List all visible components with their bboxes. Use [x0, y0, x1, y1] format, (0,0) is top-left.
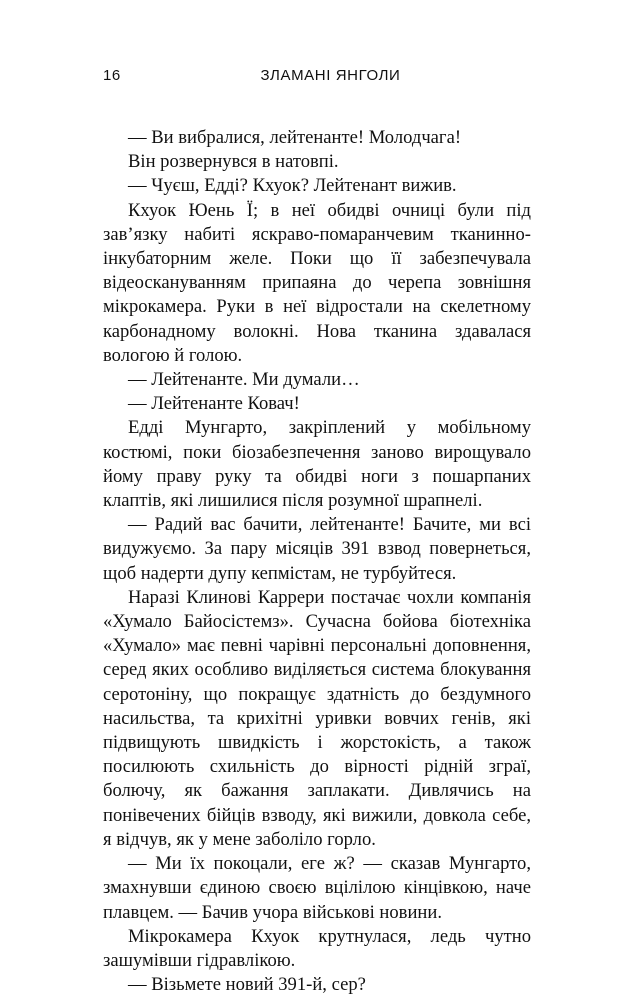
paragraph: — Лейтенанте. Ми думали…	[128, 369, 360, 391]
body-text	[103, 126, 531, 997]
running-title: ЗЛАМАНІ ЯНГОЛИ	[260, 67, 401, 84]
paragraph: — Візьмете новий 391-й, сер?	[128, 974, 366, 996]
paragraph: Едді Мунгарто, закріплений у мобільному костюмі, поки біозабезпечення заново вирощувало йому праву руку та обидві ноги з пошарпаних клаптів, які лишилися після розумної шрапнелі.	[103, 417, 531, 512]
paragraph: Він розвернувся в натовпі.	[128, 151, 339, 173]
page-number: 16	[103, 67, 121, 84]
paragraph: Кхуок Юень Ї; в неї обидві очниці були під зав’язку набиті яскраво-помаранчевим тканинно-інкубаторним желе. Поки що її забезпечувала відеоскануванням припаяна до черепа зовнішня мікрокамера. Руки в неї відростали на скелетному карбонадному волокні. Нова тканина здавалася вологою й голою.	[103, 199, 531, 366]
paragraph: — Ми їх покоцали, еге ж? — сказав Мунгарто, змахнувши єдиною своєю вцілілою кінцівкою, наче плавцем. — Бачив учора військові новини.	[103, 853, 531, 923]
paragraph: — Ви вибралися, лейтенанте! Молодчага!	[128, 127, 462, 148]
paragraph: Наразі Клинові Каррери постачає чохли компанія «Хумало Байосістемз». Сучасна бойова біотехніка «Хумало» має певні чарівні персональні доповнення, серед яких особливо виділяється система блокування серотоніну, що покращує здатність до бездумного насильства, та крихітні уривки вовчих генів, які підвищують швидкість і жорстокість, а також посилюють схильність до вірності рідній зграї, болючу, як бажання заплакати. Дивлячись на понівечених бійців взводу, які вижили, довкола себе, я відчув, як у мене заболіло горло.	[103, 586, 531, 850]
paragraph: — Радий вас бачити, лейтенанте! Бачите, ми всі видужуємо. За пару місяців 391 взвод повернеться, щоб надерти дупу кепмістам, не турбуйтеся.	[103, 514, 531, 584]
paragraph: — Лейтенанте Ковач!	[128, 393, 300, 415]
paragraph: Мікрокамера Кхуок крутнулася, ледь чутно зашумівши гідравлікою.	[103, 925, 531, 971]
paragraph: — Чуєш, Едді? Кхуок? Лейтенант вижив.	[128, 175, 457, 197]
